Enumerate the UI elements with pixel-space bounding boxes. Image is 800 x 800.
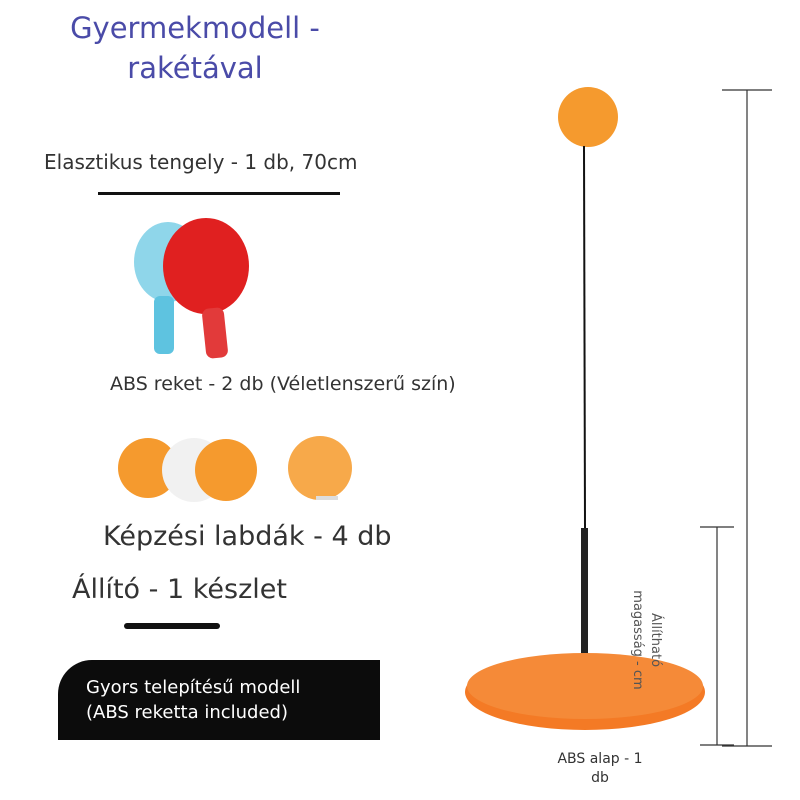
- orange-ball-image: [195, 439, 257, 501]
- title-line-2: rakétával: [127, 51, 263, 85]
- banner-line-1: Gyors telepítésű modell: [86, 677, 301, 698]
- orange-ball-image: [288, 436, 352, 500]
- height-label-line-2: magasság - cm: [630, 590, 645, 690]
- racket-caption: ABS reket - 2 db (Véletlenszerű szín): [110, 373, 456, 395]
- banner-line-2: (ABS reketta included): [86, 702, 288, 723]
- shaft-caption: Elasztikus tengely - 1 db, 70cm: [44, 150, 358, 174]
- stand-shaft: [584, 146, 585, 528]
- red-racket-image: [163, 218, 249, 359]
- ball-shadow: [316, 496, 338, 500]
- stand-ball-image: [558, 87, 618, 147]
- base-caption: [540, 750, 660, 788]
- stand-caption: Állító - 1 készlet: [72, 574, 287, 605]
- base-caption-line-1: ABS alap - 1: [557, 751, 643, 767]
- height-dimension-marker: [700, 90, 772, 746]
- stand-underline: [124, 623, 220, 629]
- height-label-line-1: Állítható: [648, 612, 663, 668]
- base-caption-line-2: db: [591, 770, 609, 786]
- balls-caption: Képzési labdák - 4 db: [103, 521, 392, 552]
- quick-install-banner: [58, 660, 380, 740]
- title-line-1: Gyermekmodell -: [70, 11, 320, 45]
